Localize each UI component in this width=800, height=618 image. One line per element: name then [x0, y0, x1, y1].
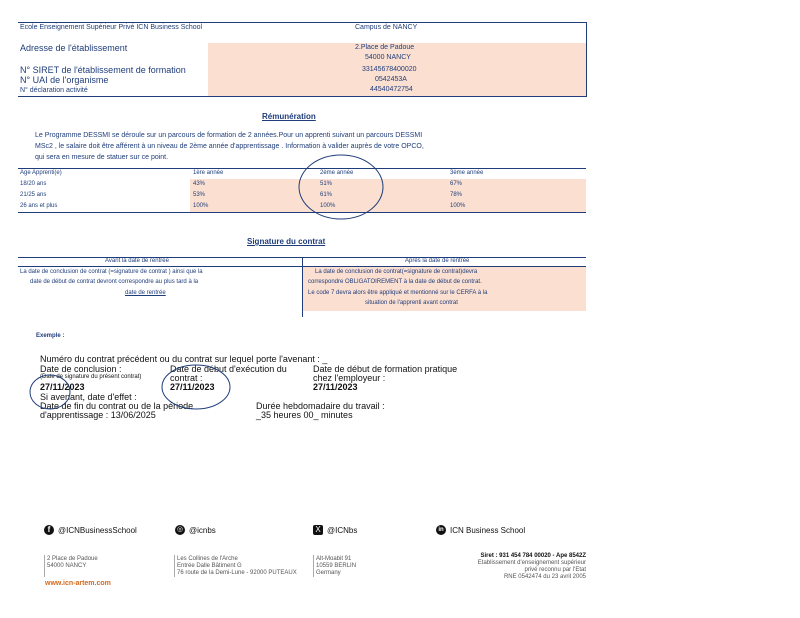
execution-date-label: Date de début d'exécution du	[170, 364, 287, 374]
declaration-label: N° déclaration activité	[20, 87, 88, 94]
practice-date-label-2: chez l'employeur :	[313, 373, 386, 383]
social-label: @ICNbs	[327, 525, 358, 535]
address-line: Alt-Moabit 91	[316, 556, 352, 562]
legal-line: Etablissement d'enseignement supérieur	[477, 560, 586, 566]
table-cell: 100%	[450, 203, 466, 209]
execution-date-value: 27/11/2023	[170, 382, 215, 392]
address-line: 76 route de la Demi-Lune - 92000 PUTEAUX	[177, 570, 297, 576]
highlight-circle	[296, 152, 386, 222]
address-line-2: 54000 NANCY	[365, 54, 411, 61]
social-instagram[interactable]	[175, 525, 216, 535]
table-cell: 43%	[193, 181, 206, 187]
table-header-age: Age Apprenti(e)	[20, 170, 62, 176]
address-line: 54000 NANCY	[47, 563, 87, 569]
table-cell: 100%	[320, 203, 336, 209]
highlight-circle	[28, 372, 78, 412]
address-puteaux	[177, 556, 297, 577]
conclusion-date-value: 27/11/2023	[40, 382, 85, 392]
address-line-1: 2.Place de Padoue	[355, 44, 415, 51]
table-cell: 78%	[450, 192, 463, 198]
legal-info	[436, 553, 586, 581]
before-line-1: La date de conclusion de contrat (=signature de contrat ) ainsi que la	[20, 269, 203, 275]
school-name: Ecole Enseignement Supérieur Privé ICN Business School	[20, 24, 203, 31]
website-link[interactable]: www.icn-artem.com	[45, 580, 111, 587]
signature-title: Signature du contrat	[247, 237, 326, 246]
siret-label: N° SIRET de l'établissement de formation	[20, 65, 186, 75]
duration-label: Durée hebdomadaire du travail :	[256, 401, 385, 411]
remuneration-line-1: Le Programme DESSMI se déroule sur un parcours de formation de 2 années.Pour un apprenti suivant un parcours DESSMI	[35, 132, 423, 139]
table-header-year2: 2ème année	[320, 170, 354, 176]
table-cell: 67%	[450, 181, 463, 187]
address-line: Les Collines de l'Arche	[177, 556, 238, 562]
table-cell: 18/20 ans	[20, 181, 47, 187]
facebook-icon: f	[44, 525, 54, 535]
practice-date-label: Date de début de formation pratique	[313, 364, 458, 374]
address-berlin	[316, 556, 356, 577]
after-line-4: situation de l'apprenti avant contrat	[365, 300, 458, 306]
end-date-label: Date de fin du contrat ou de la période	[40, 401, 194, 411]
social-label: @icnbs	[189, 525, 216, 535]
legal-line: Siret : 931 454 784 00020 - Ape 8542Z	[480, 553, 586, 559]
after-header: Après la date de rentrée	[405, 258, 470, 264]
instagram-icon: ◎	[176, 526, 184, 533]
address-line: Entrée Dalle Bâtiment G	[177, 563, 242, 569]
table-header-year3: 3ème année	[450, 170, 484, 176]
remuneration-line-3: qui sera en mesure de statuer sur ce point.	[35, 154, 169, 161]
conclusion-date-label: Date de conclusion :	[40, 364, 122, 374]
before-line-2: date de début de contrat devront correspondre au plus tard à la	[30, 279, 199, 285]
address-nancy	[47, 556, 98, 570]
previous-contract-label: Numéro du contrat précédent ou du contrat sur lequel porte l'avenant : _	[40, 354, 328, 364]
table-cell: 51%	[320, 181, 333, 187]
avenant-label: Si avenant, date d'effet :	[40, 392, 137, 402]
address-label: Adresse de l'établissement	[20, 43, 128, 53]
duration-value: _35 heures 00_ minutes	[256, 410, 353, 420]
address-line: Germany	[316, 570, 341, 576]
execution-date-label-2: contrat :	[170, 373, 203, 383]
end-date-label-2: d'apprentissage : 13/06/2025	[40, 410, 156, 420]
declaration-value: 44540472754	[370, 86, 413, 93]
after-line-1: La date de conclusion de contrat(=signature de contrat)devra	[315, 269, 478, 275]
social-linkedin[interactable]	[436, 525, 525, 535]
social-x[interactable]	[313, 525, 357, 535]
siret-value: 33145678400020	[362, 66, 417, 73]
address-line: 2 Place de Padoue	[47, 556, 98, 562]
remuneration-title: Rémunération	[262, 112, 316, 121]
table-cell: 61%	[320, 192, 333, 198]
example-label: Exemple :	[36, 333, 65, 339]
after-line-3: Le code 7 devra alors être appliqué et mentionné sur le CERFA à la	[308, 290, 488, 296]
table-cell: 53%	[193, 192, 206, 198]
table-cell: 21/25 ans	[20, 192, 47, 198]
table-header-year1: 1ère année	[193, 170, 224, 176]
legal-line: RNE 0542474 du 23 avril 2005	[503, 574, 586, 580]
social-facebook[interactable]	[44, 525, 137, 535]
uai-label: N° UAI de l'organisme	[20, 75, 109, 85]
practice-date-value: 27/11/2023	[313, 382, 358, 392]
legal-line: privé reconnu par l'Etat	[524, 567, 586, 573]
highlight-circle	[160, 362, 232, 412]
table-cell: 100%	[193, 203, 209, 209]
uai-value: 0542453A	[375, 76, 407, 83]
before-header: Avant la date de rentrée	[105, 258, 169, 264]
social-label: @ICNBusinessSchool	[58, 525, 137, 535]
x-twitter-icon: X	[313, 525, 323, 535]
address-line: 10559 BERLIN	[316, 563, 357, 569]
linkedin-icon: in	[436, 525, 446, 535]
after-line-2: correspondre OBLIGATOIREMENT à la date de début de contrat.	[308, 279, 482, 285]
conclusion-sub-label: (Date de signature du présent contrat)	[40, 374, 142, 380]
campus-name: Campus de NANCY	[355, 24, 418, 31]
before-line-3: date de rentrée	[125, 290, 166, 296]
social-label: ICN Business School	[450, 525, 526, 535]
remuneration-line-2: MSc2 , le salaire doit être afférent à un niveau de 2ème année d'apprentissage . Information à valider auprès de votre OPCO,	[35, 143, 424, 150]
table-cell: 26 ans et plus	[20, 203, 58, 209]
